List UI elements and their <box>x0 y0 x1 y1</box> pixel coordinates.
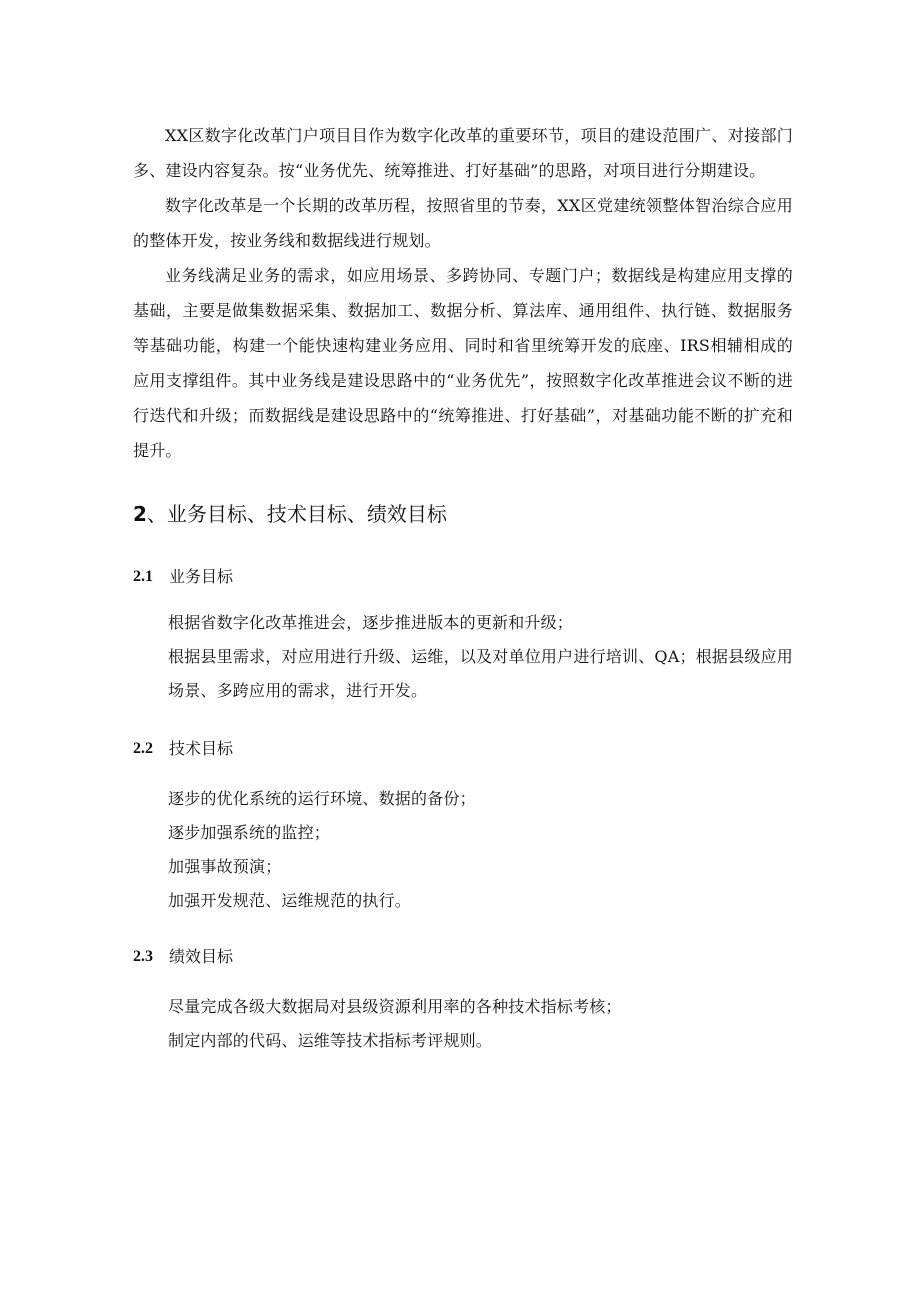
subsection-2-2-number: 2.2 <box>133 740 153 757</box>
business-goals-list <box>133 606 793 708</box>
subsection-2-2-heading <box>133 734 793 764</box>
subsection-2-3-number: 2.3 <box>133 948 153 965</box>
document-page <box>133 118 793 1058</box>
subsection-2-3-heading <box>133 942 793 972</box>
list-item: 逐步加强系统的监控； <box>168 823 331 842</box>
list-item: 加强事故预演； <box>168 857 282 876</box>
technical-goals-list <box>133 782 793 918</box>
list-item: 逐步的优化系统的运行环境、数据的备份； <box>168 789 476 808</box>
subsection-2-3-title: 绩效目标 <box>169 947 234 966</box>
section-2-title: 、业务目标、技术目标、绩效目标 <box>146 502 447 526</box>
subsection-2-1-number: 2.1 <box>133 568 153 585</box>
subsection-2-1-heading <box>133 562 793 592</box>
performance-goals-list <box>133 990 793 1058</box>
list-item: 加强开发规范、运维规范的执行。 <box>168 891 412 910</box>
intro-paragraph-2: 数字化改革是一个长期的改革历程，按照省里的节奏，XX区党建统领整体智治综合应用的整体开发，按业务线和数据线进行规划。 <box>133 196 793 250</box>
list-item: 根据县里需求，对应用进行升级、运维，以及对单位用户进行培训、QA；根据县级应用场景、多跨应用的需求，进行开发。 <box>168 647 793 700</box>
section-2-heading <box>133 498 793 530</box>
list-item: 制定内部的代码、运维等技术指标考评规则。 <box>168 1031 493 1050</box>
intro-paragraph-1: XX区数字化改革门户项目目作为数字化改革的重要环节，项目的建设范围广、对接部门多、建设内容复杂。按“业务优先、统筹推进、打好基础”的思路，对项目进行分期建设。 <box>133 126 793 180</box>
subsection-2-1-title: 业务目标 <box>169 567 234 586</box>
intro-paragraph-3: 业务线满足业务的需求，如应用场景、多跨协同、专题门户；数据线是构建应用支撑的基础，主要是做集数据采集、数据加工、数据分析、算法库、通用组件、执行链、数据服务等基础功能，构建一个能快速构建业务应用、同时和省里统筹开发的底座、IRS相辅相成的应用支撑组件。其中业务线是建设思路中的“业务优先”，按照数字化改革推进会议不断的进行迭代和升级；而数据线是建设思路中的“统筹推进、打好基础”，对基础功能不断的扩充和提升。 <box>133 266 793 460</box>
list-item: 根据省数字化改革推进会，逐步推进版本的更新和升级； <box>168 613 574 632</box>
subsection-2-2-title: 技术目标 <box>169 739 234 758</box>
list-item: 尽量完成各级大数据局对县级资源利用率的各种技术指标考核； <box>168 997 622 1016</box>
section-2-number: 2 <box>133 502 147 526</box>
